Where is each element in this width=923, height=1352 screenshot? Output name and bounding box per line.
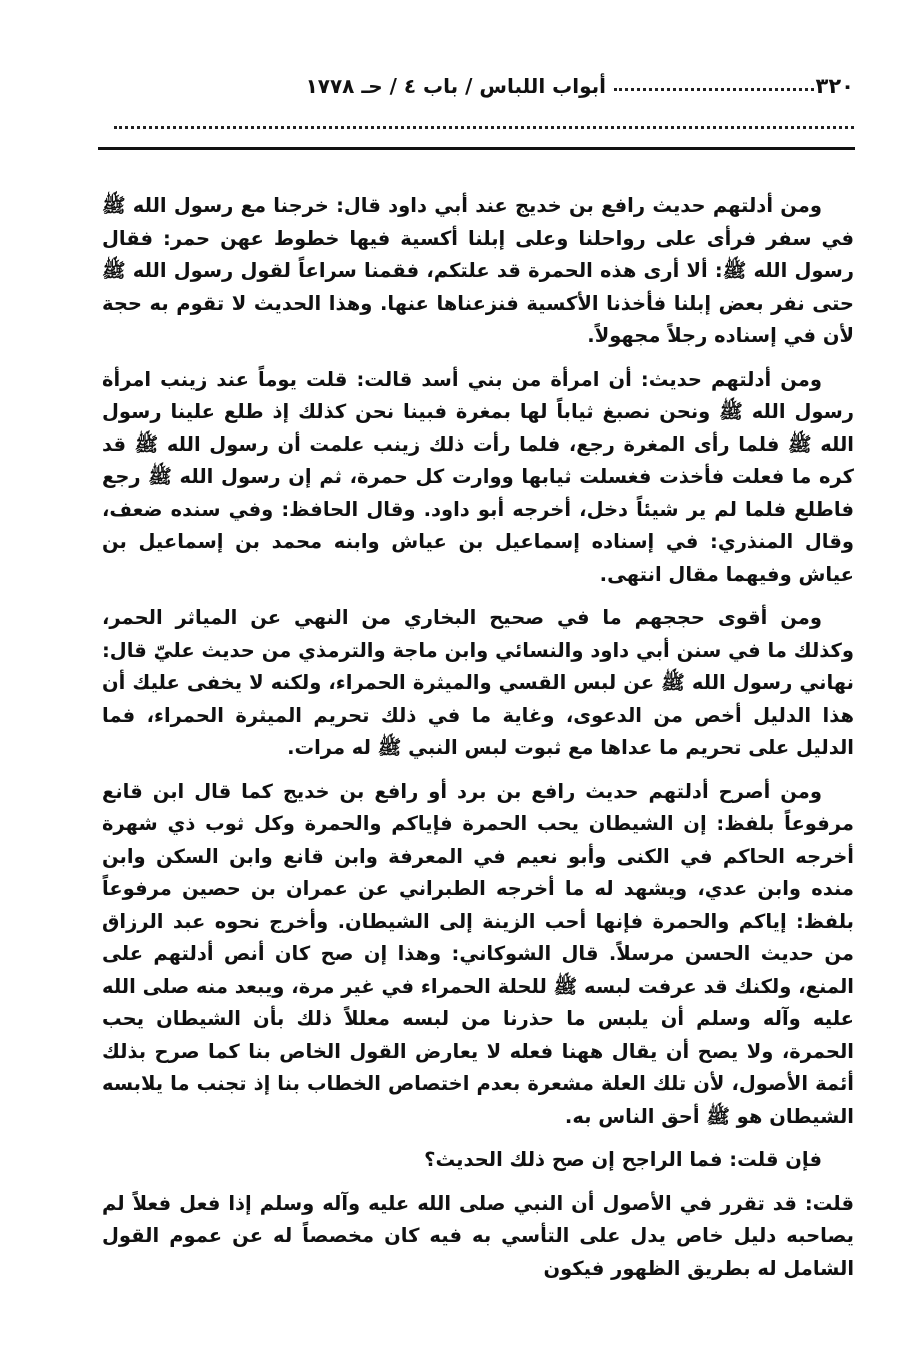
- header-rule: [98, 147, 855, 150]
- paragraph: فإن قلت: فما الراجح إن صح ذلك الحديث؟: [424, 1148, 822, 1171]
- running-header: [100, 74, 854, 108]
- paragraph: ومن أدلتهم حديث رافع بن خديج عند أبي داود قال: خرجنا مع رسول الله ﷺ في سفر فرأى على رواحلنا وعلى إبلنا أكسية فيها خطوط عهن حمر: فقال رسول الله ﷺ: ألا أرى هذه الحمرة قد علتكم، فقمنا سراعاً لقول رسول الله ﷺ حتى نفر بعض إبلنا فأخذنا الأكسية فنزعناها عنها. وهذا الحديث لا تقوم به حجة لأن في إسناده رجلاً مجهولاً.: [102, 194, 854, 347]
- paragraph: قلت: قد تقرر في الأصول أن النبي صلى الله عليه وآله وسلم إذا فعل فعلاً لم يصاحبه دليل خاص يدل على التأسي به فيه كان مخصصاً له عن عموم القول الشامل له بطريق الظهور فيكون: [102, 1191, 854, 1280]
- body-text: [102, 190, 854, 1296]
- header-leader-dots: [614, 88, 814, 91]
- paragraph: ومن أصرح أدلتهم حديث رافع بن برد أو رافع بن خديج كما قال ابن قانع مرفوعاً بلفظ: إن الشيطان يحب الحمرة فإياكم والحمرة وكل ثوب ذي شهرة أخرجه الحاكم في الكنى وأبو نعيم في المعرفة وابن قانع وابن السكن وابن منده وابن عدي، ويشهد له ما أخرجه الطبراني عن عمران بن حصين مرفوعاً بلفظ: إياكم والحمرة فإنها أحب الزينة إلى الشيطان. وأخرج نحوه عبد الرزاق من حديث الحسن مرسلاً. قال الشوكاني: وهذا إن صح كان أنص أدلتهم على المنع، ولكنك قد عرفت لبسه ﷺ للحلة الحمراء في غير مرة، ويبعد منه صلى الله عليه وآله وسلم أن يلبس ما حذرنا من لبسه معللاً ذلك بأن الشيطان يحب الحمرة، ولا يصح أن يقال ههنا فعله لا يعارض القول الخاص بنا كما صرح بذلك أئمة الأصول، لأن تلك العلة مشعرة بعدم اختصاص الخطاب بنا إذ تجنب ما يلابسه الشيطان هو ﷺ أحق الناس به.: [102, 779, 854, 1128]
- header-title: أبواب اللباس / باب ٤ / حـ ١٧٧٨: [305, 74, 606, 98]
- page-number: ٣٢٠: [815, 74, 854, 98]
- header-dotted-line: [114, 126, 854, 129]
- paragraph: ومن أدلتهم حديث: أن امرأة من بني أسد قالت: قلت يوماً عند زينب امرأة رسول الله ﷺ ونحن نصبغ ثياباً لها بمغرة فبينا نحن كذلك إذ طلع علينا رسول الله ﷺ فلما رأى المغرة رجع، فلما رأت ذلك زينب علمت أن رسول الله ﷺ قد كره ما فعلت فأخذت فغسلت ثيابها ووارت كل حمرة، ثم إن رسول الله ﷺ رجع فاطلع فلما لم ير شيئاً دخل، أخرجه أبو داود. وقال الحافظ: وفي سنده ضعف، وقال المنذري: في إسناده إسماعيل بن عياش وابنه محمد بن إسماعيل بن عياش وفيهما مقال انتهى.: [102, 367, 854, 586]
- paragraph: ومن أقوى حججهم ما في صحيح البخاري من النهي عن المياثر الحمر، وكذلك ما في سنن أبي داود والنسائي وابن ماجة والترمذي من حديث عليّ قال: نهاني رسول الله ﷺ عن لبس القسي والميثرة الحمراء، ولكنه لا يخفى عليك أن هذا الدليل أخص من الدعوى، وغاية ما في ذلك تحريم الميثرة الحمراء، فما الدليل على تحريم ما عداها مع ثبوت لبس النبي ﷺ له مرات.: [102, 606, 854, 759]
